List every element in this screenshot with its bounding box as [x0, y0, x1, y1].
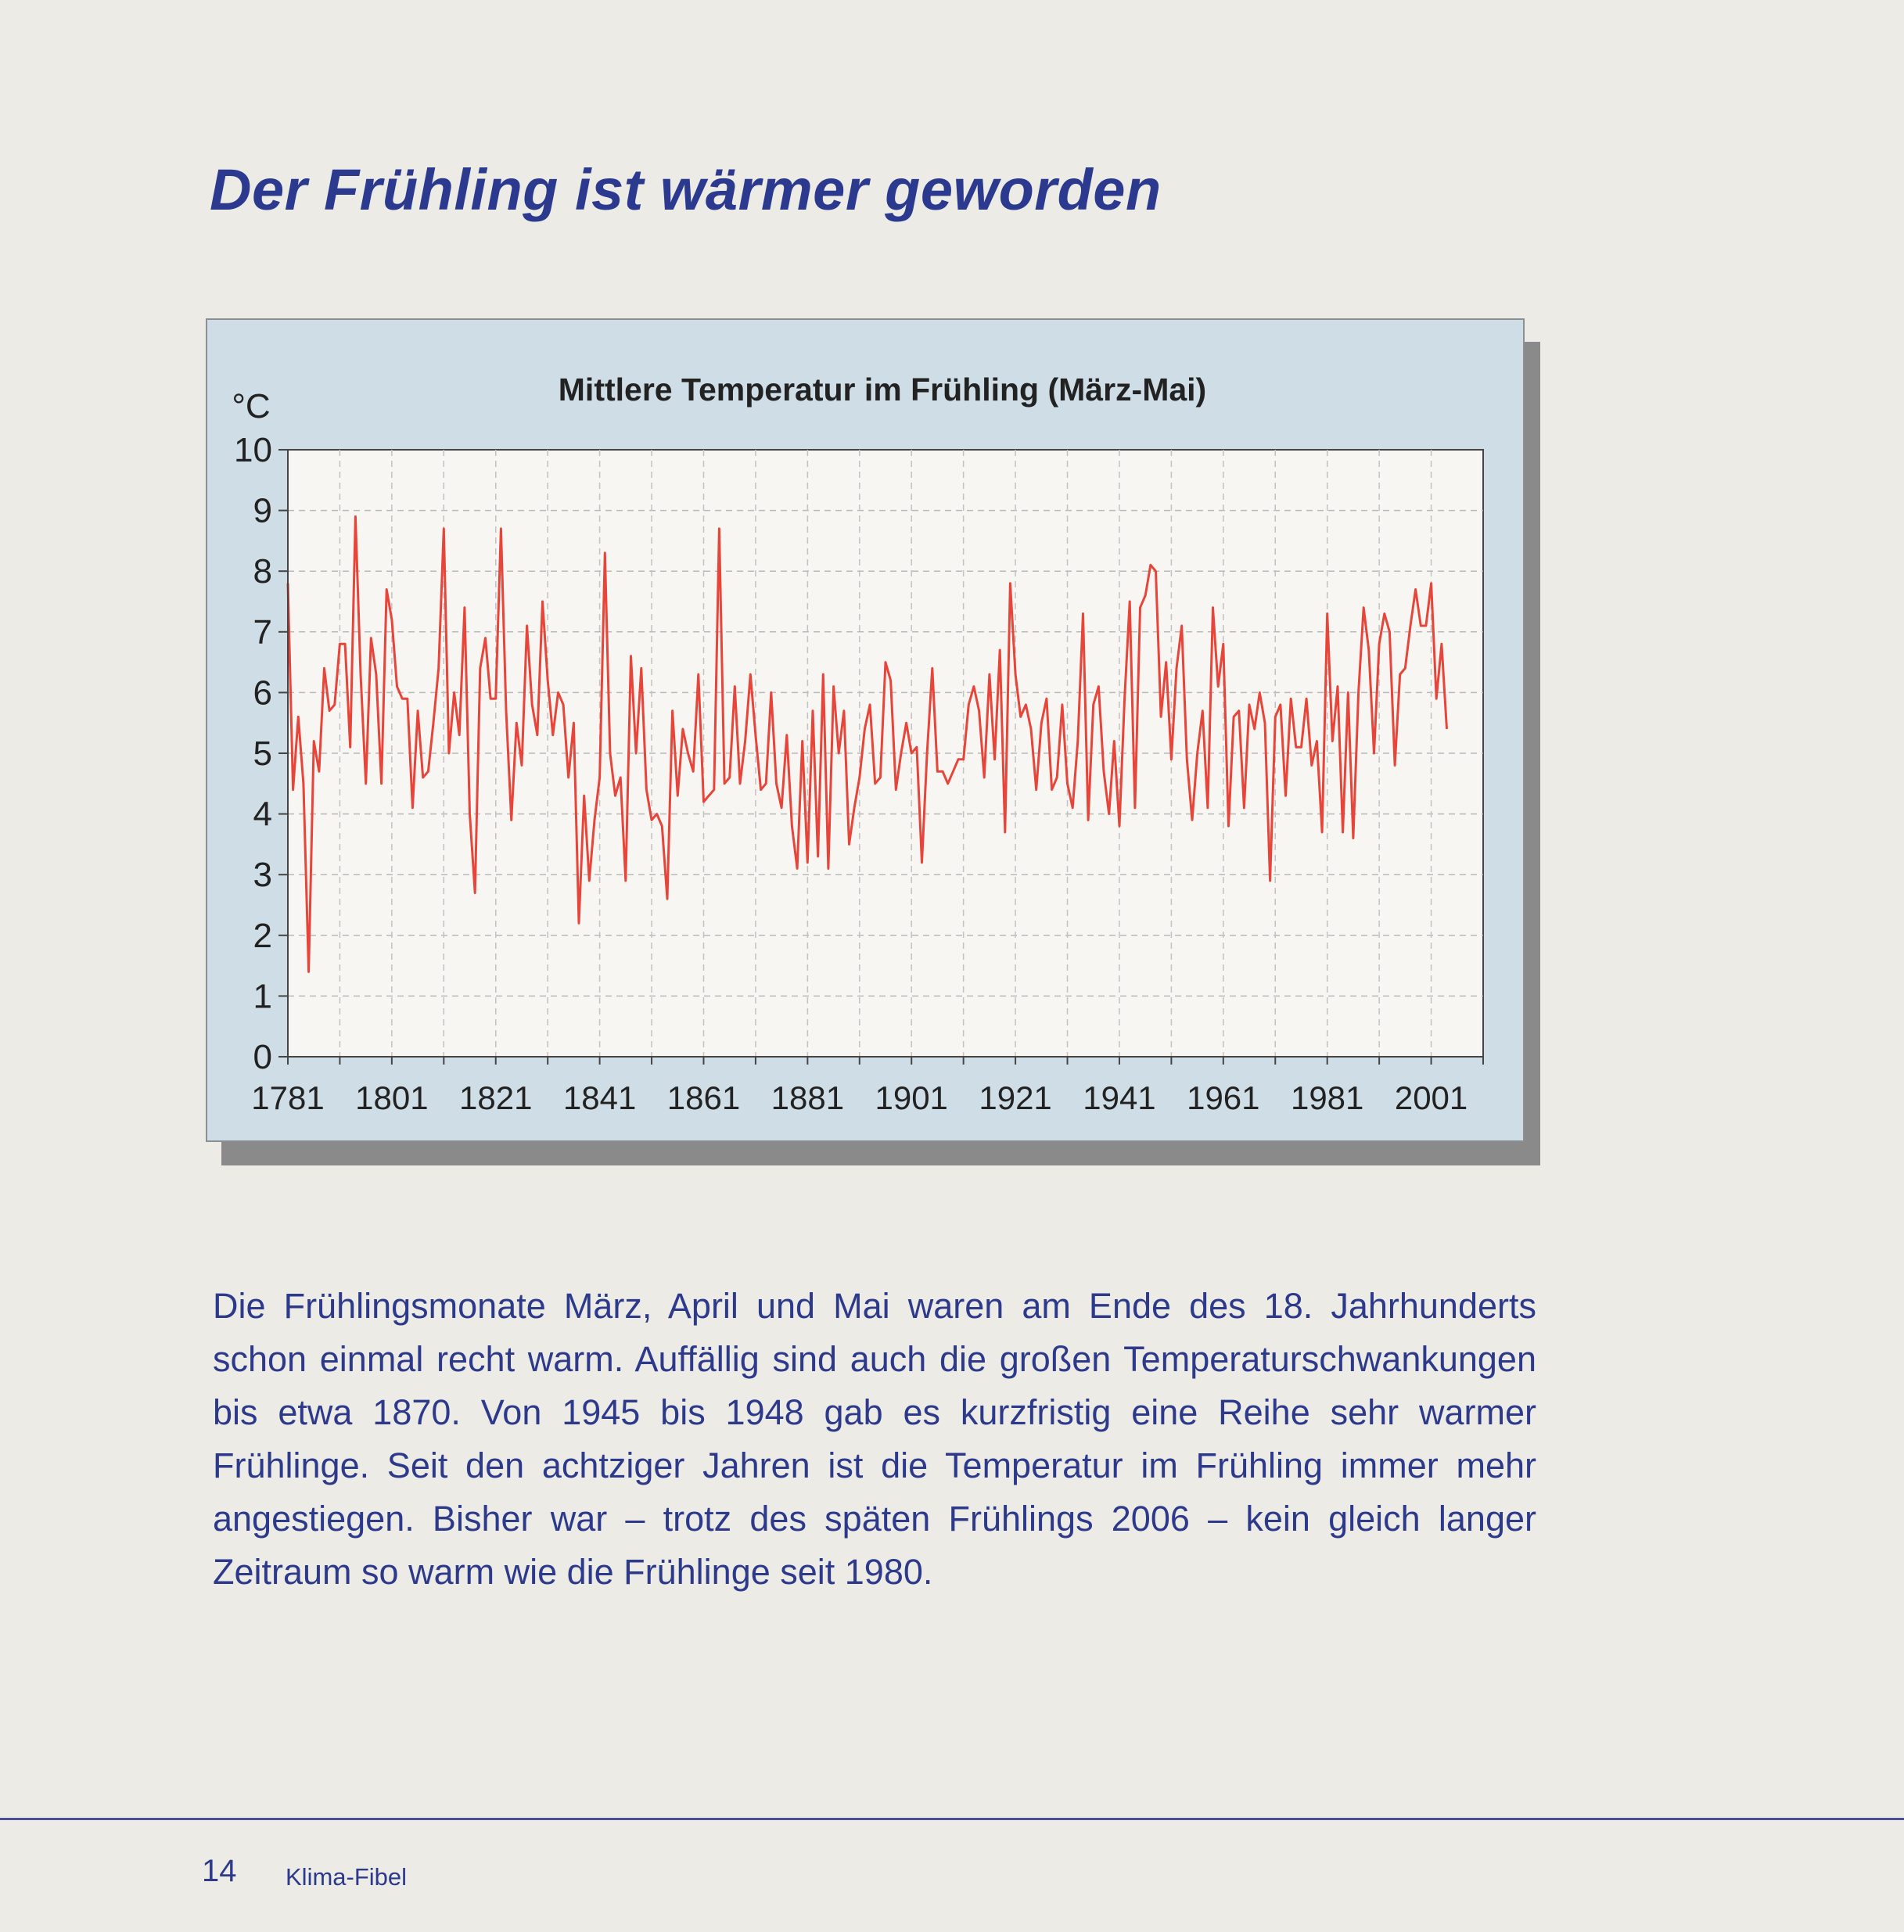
body-paragraph: Die Frühlingsmonate März, April und Mai waren am Ende des 18. Jahrhunderts schon einmal recht warm. Auffällig sind auch die großen Temperaturschwankungen bis etwa 1870. Von 1945 bis 1948 gab es kurzfristig eine Reihe sehr warmer Frühlinge. Seit den achtziger Jahren ist die Temperatur im Frühling immer mehr angestiegen. Bisher war – trotz des späten Frühlings 2006 – kein gleich langer Zeitraum so warm wie die Frühlinge seit 1980.: [213, 1286, 1536, 1592]
x-tick-label: 1861: [666, 1079, 741, 1116]
x-tick-label: 1981: [1290, 1079, 1364, 1116]
y-tick-label: 0: [253, 1038, 272, 1076]
y-tick-label: 9: [253, 491, 272, 530]
x-tick-label: 1841: [562, 1079, 637, 1116]
temperature-line-chart: [206, 318, 1525, 1142]
x-tick-label: 1781: [251, 1079, 325, 1116]
footer-rule: [0, 1818, 1904, 1820]
page-title: Der Frühling ist wärmer geworden: [210, 157, 1162, 222]
y-tick-label: 3: [253, 856, 272, 895]
x-tick-label: 2001: [1394, 1079, 1468, 1116]
y-tick-label: 6: [253, 673, 272, 713]
y-tick-label: 10: [234, 431, 272, 469]
y-axis-unit-label: °C: [232, 387, 271, 426]
footer-label: Klima-Fibel: [286, 1863, 408, 1891]
y-tick-label: 4: [253, 795, 272, 834]
y-tick-label: 1: [253, 977, 272, 1016]
x-tick-label: 1881: [771, 1079, 845, 1116]
x-tick-label: 1961: [1187, 1079, 1260, 1116]
y-tick-label: 7: [253, 612, 272, 652]
y-tick-label: 2: [253, 916, 272, 955]
x-tick-labels: [251, 1079, 1468, 1116]
page-number: 14: [202, 1854, 237, 1888]
y-tick-labels: [234, 431, 272, 1076]
y-tick-label: 8: [253, 552, 272, 591]
x-tick-label: 1941: [1083, 1079, 1156, 1116]
x-tick-label: 1901: [875, 1079, 948, 1116]
y-tick-label: 5: [253, 734, 272, 773]
x-tick-label: 1921: [979, 1079, 1052, 1116]
x-tick-label: 1801: [355, 1079, 429, 1116]
chart-title: Mittlere Temperatur im Frühling (März-Mai): [558, 372, 1207, 408]
x-tick-label: 1821: [459, 1079, 533, 1116]
